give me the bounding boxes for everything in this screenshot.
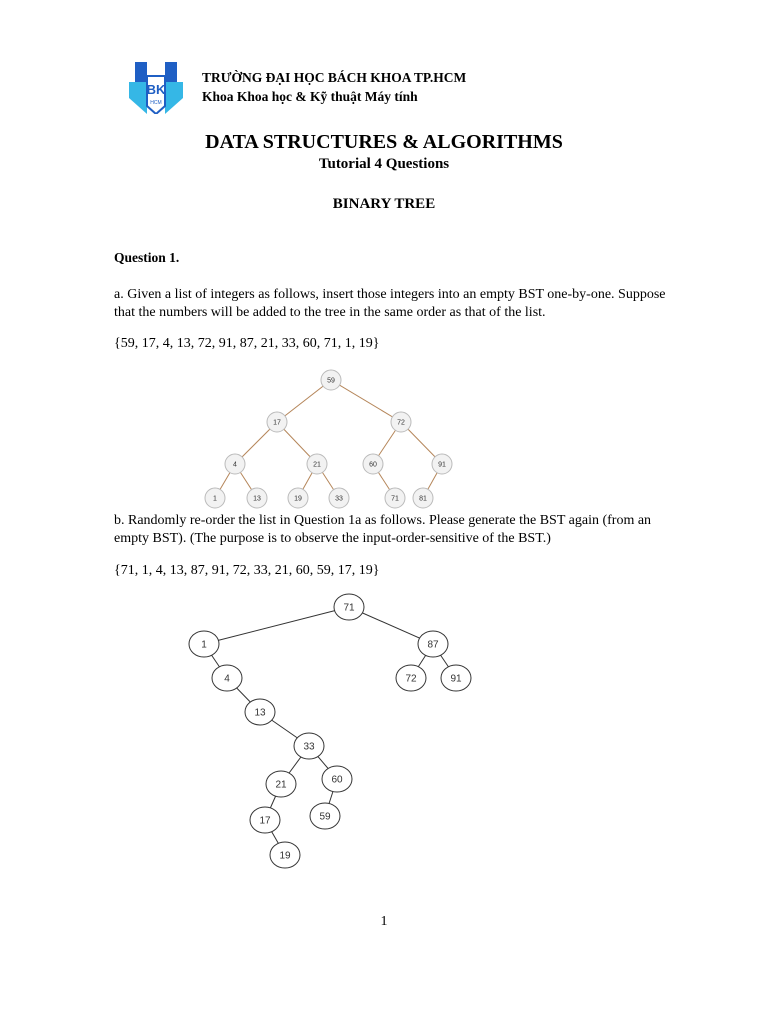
page-number: 1 — [380, 914, 388, 929]
svg-text:4: 4 — [233, 461, 237, 469]
tree-a-node — [329, 488, 349, 508]
question-1b-list: {71, 1, 4, 13, 87, 91, 72, 33, 21, 60, 59, 17, 19} — [114, 563, 380, 578]
tree-b-node — [334, 594, 364, 620]
section-title: BINARY TREE — [332, 196, 436, 212]
svg-text:71: 71 — [391, 495, 399, 503]
svg-text:19: 19 — [294, 495, 302, 503]
tree-b-node — [294, 733, 324, 759]
bst-diagram-a — [0, 360, 768, 510]
svg-text:17: 17 — [259, 815, 271, 827]
document-subtitle: Tutorial 4 Questions — [318, 156, 450, 172]
question-1b-text: b. Randomly re-order the list in Question 1a as follows. Please generate the BST again (from an empty BST). (The purpose is to observe the input-order-sensitive of the BST.) — [114, 513, 652, 546]
svg-text:60: 60 — [331, 774, 343, 786]
tree-b-node — [245, 699, 275, 725]
tree-b-node — [189, 631, 219, 657]
tree-b-node — [270, 842, 300, 868]
tree-a-node — [307, 454, 327, 474]
svg-text:13: 13 — [253, 495, 261, 503]
svg-text:1: 1 — [213, 495, 217, 503]
tree-a-node — [267, 412, 287, 432]
university-logo — [129, 62, 183, 114]
question-1-title: Question 1. — [114, 250, 180, 265]
svg-text:21: 21 — [275, 779, 287, 791]
svg-text:71: 71 — [343, 602, 355, 614]
svg-text:59: 59 — [327, 377, 335, 385]
bst-diagram-b — [0, 585, 768, 885]
tree-a-node — [321, 370, 341, 390]
svg-text:19: 19 — [279, 850, 291, 862]
tree-b-node — [212, 665, 242, 691]
question-1a-text: a. Given a list of integers as follows, insert those integers into an empty BST one-by-one. Suppose that the numbers will be added to the tree in the same order as that of the list. — [114, 287, 666, 320]
svg-text:72: 72 — [397, 419, 405, 427]
tree-b-node — [322, 766, 352, 792]
svg-text:91: 91 — [438, 461, 446, 469]
tree-b-node — [441, 665, 471, 691]
tree-b-node — [250, 807, 280, 833]
svg-text:1: 1 — [201, 639, 207, 651]
tree-a-node — [391, 412, 411, 432]
tree-b-node — [310, 803, 340, 829]
faculty-name: Khoa Khoa học & Kỹ thuật Máy tính — [202, 89, 418, 104]
svg-text:13: 13 — [254, 707, 266, 719]
logo-text: BK — [146, 82, 166, 97]
svg-text:4: 4 — [224, 673, 230, 685]
tree-b-node — [266, 771, 296, 797]
svg-text:17: 17 — [273, 419, 281, 427]
svg-text:72: 72 — [405, 673, 417, 685]
logo-subtext: HCM — [150, 100, 162, 106]
svg-text:21: 21 — [313, 461, 321, 469]
tree-a-node — [288, 488, 308, 508]
svg-text:33: 33 — [303, 741, 315, 753]
svg-text:60: 60 — [369, 461, 377, 469]
tree-b-node — [418, 631, 448, 657]
svg-text:33: 33 — [335, 495, 343, 503]
tree-b-node — [396, 665, 426, 691]
question-1a-list: {59, 17, 4, 13, 72, 91, 87, 21, 33, 60, 71, 1, 19} — [114, 336, 380, 351]
svg-text:59: 59 — [319, 811, 331, 823]
document-title: DATA STRUCTURES & ALGORITHMS — [205, 131, 563, 153]
svg-text:91: 91 — [450, 673, 462, 685]
tree-a-node — [413, 488, 433, 508]
tree-a-node — [363, 454, 383, 474]
tree-a-node — [225, 454, 245, 474]
tree-a-node — [385, 488, 405, 508]
svg-text:87: 87 — [427, 639, 439, 651]
svg-text:81: 81 — [419, 495, 427, 503]
tree-a-node — [432, 454, 452, 474]
tree-a-node — [205, 488, 225, 508]
tree-a-node — [247, 488, 267, 508]
university-name: TRƯỜNG ĐẠI HỌC BÁCH KHOA TP.HCM — [202, 70, 467, 85]
